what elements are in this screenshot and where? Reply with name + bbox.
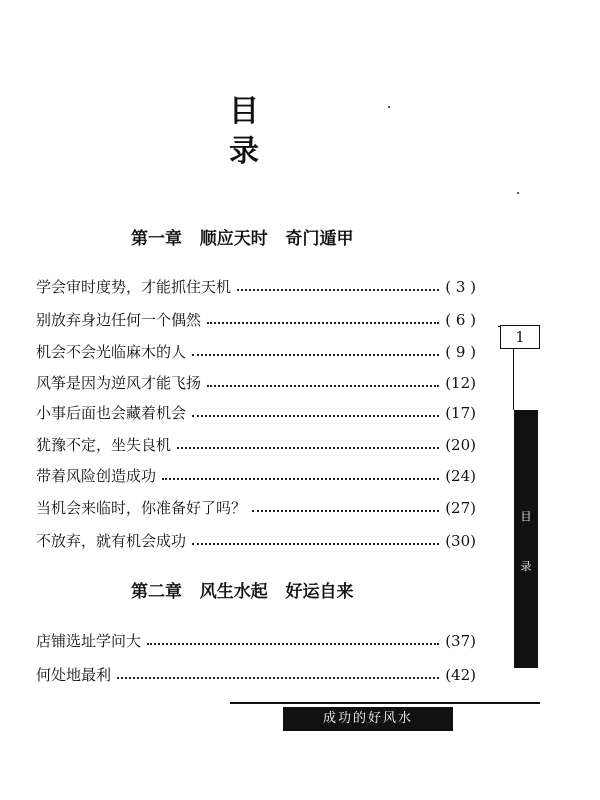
toc-entry-title: 何处地最利 xyxy=(36,666,112,684)
toc-entry[interactable] xyxy=(36,630,476,652)
toc-entry-title: 机会不会光临麻木的人 xyxy=(36,343,187,361)
dot-leader xyxy=(192,354,439,356)
page-title: 目 录 xyxy=(229,94,301,169)
side-tab-label-top: 目 xyxy=(520,510,532,523)
toc-entry[interactable] xyxy=(36,497,476,519)
dot-leader xyxy=(177,447,439,449)
section-thumb-tab xyxy=(514,410,538,668)
dot-leader xyxy=(252,510,439,512)
toc-entry[interactable] xyxy=(36,664,476,686)
toc-entry[interactable] xyxy=(36,402,476,424)
toc-entry[interactable] xyxy=(36,465,476,487)
toc-entry-page: (42) xyxy=(445,666,476,684)
toc-entry-page: (20) xyxy=(445,436,476,454)
scan-speck xyxy=(388,106,390,108)
toc-entry[interactable] xyxy=(36,276,476,298)
dot-leader xyxy=(207,322,439,324)
dot-leader xyxy=(192,415,439,417)
side-tab-label-bottom: 录 xyxy=(520,560,532,573)
toc-entry-page: (17) xyxy=(445,404,476,422)
footer-rule xyxy=(230,702,540,704)
dot-leader xyxy=(237,289,439,291)
dot-leader xyxy=(207,385,439,387)
toc-entry-page: (12) xyxy=(445,374,476,392)
toc-entry-title: 犹豫不定，坐失良机 xyxy=(36,436,172,454)
toc-entry-page: ( 6 ) xyxy=(445,311,476,329)
toc-entry-page: ( 3 ) xyxy=(445,278,476,296)
toc-entry-title: 不放弃，就有机会成功 xyxy=(36,532,187,550)
toc-entry[interactable] xyxy=(36,341,476,363)
toc-entry[interactable] xyxy=(36,434,476,456)
toc-entry-page: (37) xyxy=(445,632,476,650)
toc-entry-title: 店铺选址学问大 xyxy=(36,632,142,650)
toc-entry[interactable] xyxy=(36,372,476,394)
toc-entry-page: (27) xyxy=(445,499,476,517)
toc-entry-page: (30) xyxy=(445,532,476,550)
toc-entry-title: 风筝是因为逆风才能飞扬 xyxy=(36,374,202,392)
toc-entry[interactable] xyxy=(36,309,476,331)
page-number: 1 xyxy=(500,325,540,349)
scan-speck xyxy=(517,192,519,194)
thumb-index-line xyxy=(513,348,514,410)
dot-leader xyxy=(162,478,439,480)
toc-entry-title: 带着风险创造成功 xyxy=(36,467,157,485)
dot-leader xyxy=(117,677,439,679)
chapter-heading-2: 第二章 风生水起 好运自来 xyxy=(131,582,354,602)
toc-entry-title: 别放弃身边任何一个偶然 xyxy=(36,311,202,329)
toc-entry-title: 当机会来临时，你准备好了吗？ xyxy=(36,499,247,517)
toc-entry-page: (24) xyxy=(445,467,476,485)
dot-leader xyxy=(147,643,439,645)
dot-leader xyxy=(192,543,439,545)
toc-entry[interactable] xyxy=(36,530,476,552)
toc-entry-title: 学会审时度势，才能抓住天机 xyxy=(36,278,232,296)
footer-book-title: 成功的好风水 xyxy=(283,707,453,731)
chapter-heading-1: 第一章 顺应天时 奇门遁甲 xyxy=(131,229,354,249)
toc-entry-title: 小事后面也会藏着机会 xyxy=(36,404,187,422)
toc-entry-page: ( 9 ) xyxy=(445,343,476,361)
